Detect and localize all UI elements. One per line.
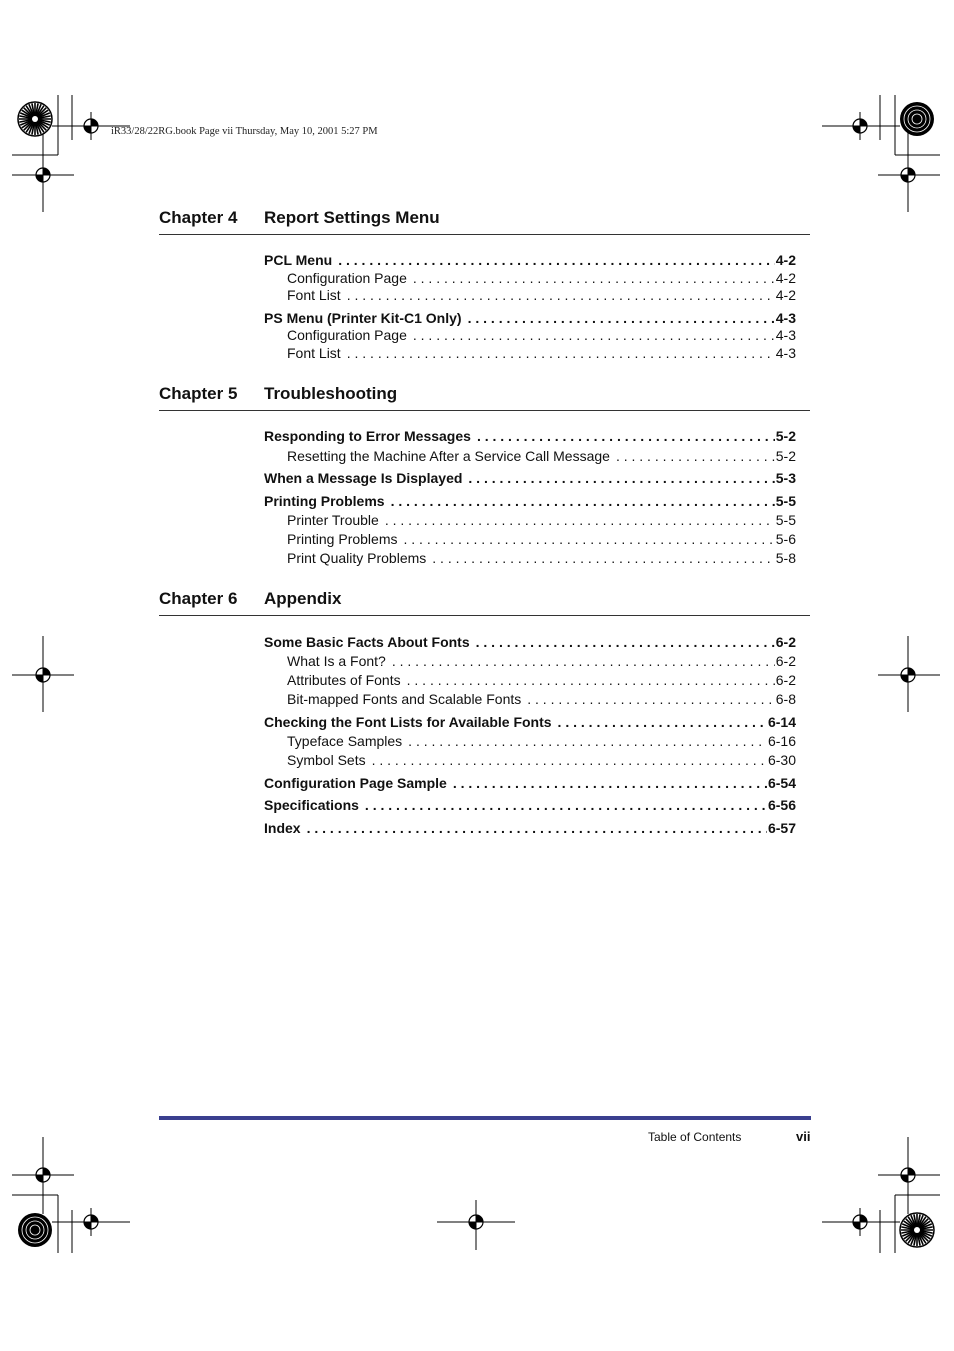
chapter-heading (159, 384, 810, 411)
dot-leader (453, 775, 767, 791)
footer-page-number: vii (796, 1129, 811, 1144)
toc-entry-label: Bit-mapped Fonts and Scalable Fonts (287, 691, 522, 707)
toc-entry-label: Printing Problems (287, 531, 398, 547)
toc-entry-page: 5-5 (775, 493, 796, 509)
toc-entry-label: Specifications (264, 797, 359, 813)
dot-leader (413, 327, 775, 343)
toc-entry-label: What Is a Font? (287, 653, 386, 669)
toc-entry-label: Typeface Samples (287, 733, 403, 749)
dot-leader (372, 752, 767, 768)
toc-entry[interactable] (287, 287, 796, 305)
toc-entry-page: 5-2 (775, 448, 796, 464)
toc-entry-page: 6-57 (767, 820, 796, 836)
toc-entry[interactable] (287, 691, 796, 709)
chapter-heading (159, 589, 810, 616)
toc-entry-page: 6-54 (767, 775, 796, 791)
toc-entry-page: 4-3 (775, 345, 796, 361)
toc-entry-page: 5-3 (775, 470, 796, 486)
dot-leader (365, 797, 767, 813)
chapter-heading (159, 208, 810, 235)
toc-entry-label: Symbol Sets (287, 752, 366, 768)
toc-entry-label: Configuration Page (287, 270, 407, 286)
toc-entry[interactable] (264, 820, 796, 838)
toc-entry-label: Configuration Page (287, 327, 407, 343)
toc-entry-page: 4-3 (775, 310, 796, 326)
dot-leader (432, 550, 774, 566)
toc-entry-label: Index (264, 820, 301, 836)
toc-entry-page: 6-8 (775, 691, 796, 707)
toc-entry[interactable] (264, 797, 796, 815)
toc-entry[interactable] (264, 775, 796, 793)
chapter-5-section (159, 384, 810, 566)
dot-leader (468, 470, 774, 486)
dot-leader (385, 512, 775, 528)
dot-leader (408, 733, 767, 749)
toc-entry-page: 6-2 (775, 653, 796, 669)
toc-entry[interactable] (287, 512, 796, 530)
toc-entry[interactable] (264, 634, 796, 652)
dot-leader (347, 345, 775, 361)
toc-entry[interactable] (287, 752, 796, 770)
footer-section-label: Table of Contents (648, 1130, 742, 1144)
dot-leader (347, 287, 775, 303)
toc-entry-page: 6-56 (767, 797, 796, 813)
toc-entry-page: 4-3 (775, 327, 796, 343)
dot-leader (407, 672, 775, 688)
toc-entry-label: Resetting the Machine After a Service Call Message (287, 448, 610, 464)
toc-entry[interactable] (264, 470, 796, 488)
dot-leader (616, 448, 775, 464)
toc-entry[interactable] (287, 672, 796, 690)
toc-entry-page: 6-14 (767, 714, 796, 730)
chapter-title: Appendix (264, 589, 342, 608)
chapter-6-section (159, 589, 810, 836)
toc-entry-label: Configuration Page Sample (264, 775, 447, 791)
dot-leader (477, 428, 775, 444)
toc-entry[interactable] (287, 531, 796, 549)
toc-entry-label: Responding to Error Messages (264, 428, 471, 444)
toc-entry-label: Font List (287, 345, 341, 361)
toc-entry-label: Checking the Font Lists for Available Fonts (264, 714, 552, 730)
dot-leader (392, 653, 775, 669)
toc-entry-label: Printer Trouble (287, 512, 379, 528)
toc-entry-page: 5-8 (775, 550, 796, 566)
toc-entry-label: PCL Menu (264, 252, 333, 268)
toc-entry[interactable] (287, 550, 796, 568)
toc-entry[interactable] (287, 448, 796, 466)
toc-entry-page: 4-2 (775, 287, 796, 303)
toc-entry[interactable] (287, 653, 796, 671)
dot-leader (413, 270, 775, 286)
toc-entry-page: 6-2 (775, 672, 796, 688)
toc-entry-page: 4-2 (775, 270, 796, 286)
chapter-number: Chapter 5 (159, 384, 238, 403)
toc-entry-label: Print Quality Problems (287, 550, 427, 566)
toc-entry-label: Printing Problems (264, 493, 385, 509)
toc-entry[interactable] (264, 428, 796, 446)
toc-entry-page: 6-2 (775, 634, 796, 650)
chapter-number: Chapter 6 (159, 589, 238, 608)
dot-leader (558, 714, 767, 730)
toc-entry-page: 6-16 (767, 733, 796, 749)
dot-leader (404, 531, 775, 547)
toc-entry-label: Attributes of Fonts (287, 672, 401, 688)
toc-entry-page: 4-2 (775, 252, 796, 268)
toc-entry[interactable] (287, 270, 796, 288)
toc-entry-page: 5-6 (775, 531, 796, 547)
toc-entry[interactable] (287, 327, 796, 345)
dot-leader (468, 310, 775, 326)
chapter-title: Report Settings Menu (264, 208, 440, 227)
dot-leader (527, 691, 775, 707)
toc-entry[interactable] (264, 493, 796, 511)
toc-entry-page: 6-30 (767, 752, 796, 768)
toc-entry[interactable] (287, 733, 796, 751)
toc-entry-page: 5-5 (775, 512, 796, 528)
toc-entry-label: Some Basic Facts About Fonts (264, 634, 470, 650)
toc-entry[interactable] (287, 345, 796, 363)
toc-entry[interactable] (264, 252, 796, 270)
toc-entry[interactable] (264, 310, 796, 328)
toc-entry[interactable] (264, 714, 796, 732)
dot-leader (307, 820, 767, 836)
dot-leader (391, 493, 775, 509)
dot-leader (338, 252, 775, 268)
chapter-number: Chapter 4 (159, 208, 238, 227)
toc-entry-label: PS Menu (Printer Kit-C1 Only) (264, 310, 462, 326)
footer-rule (159, 1116, 811, 1120)
file-header-note: iR33/28/22RG.book Page vii Thursday, May 10, 2001 5:27 PM (111, 126, 378, 137)
toc-entry-label: When a Message Is Displayed (264, 470, 463, 486)
chapter-title: Troubleshooting (264, 384, 398, 403)
chapter-4-section (159, 208, 810, 361)
toc-entry-label: Font List (287, 287, 341, 303)
dot-leader (476, 634, 775, 650)
toc-entry-page: 5-2 (775, 428, 796, 444)
